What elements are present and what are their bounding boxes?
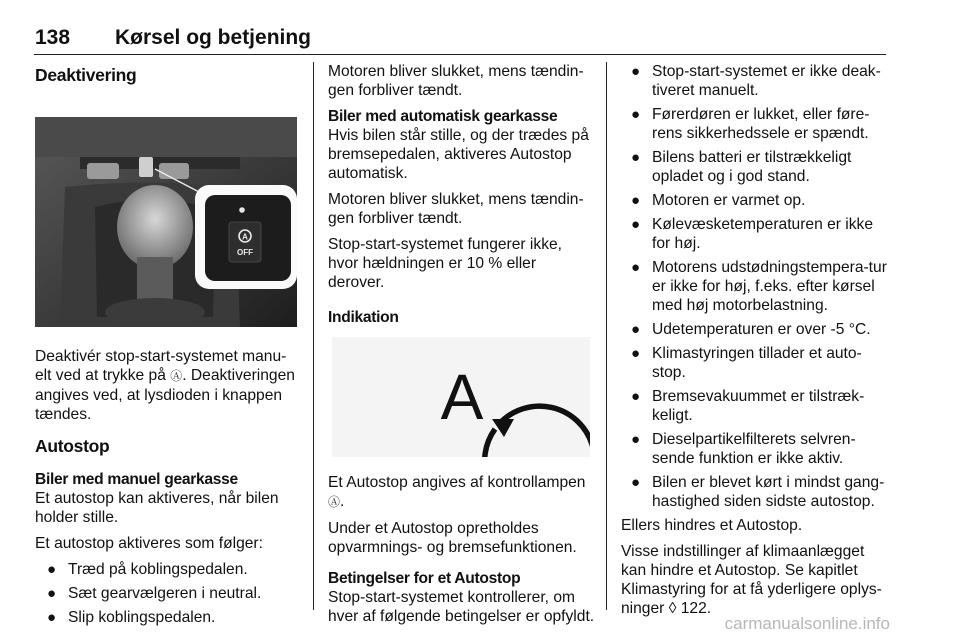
indicator-letter: A bbox=[440, 361, 484, 433]
column-1 bbox=[35, 62, 297, 632]
climate-paragraph: Visse indstillinger af klimaanlægget kan hindre et Autostop. Se kapitlet Klimastyring for at få yderligere oplys-ninger ◊ 122. bbox=[621, 543, 882, 617]
list-item: ● Motoren er varmet op. bbox=[631, 192, 806, 209]
automatic-paragraph-3: Stop-start-systemet fungerer ikke, hvor hældningen er 10 % eller derover. bbox=[328, 236, 562, 291]
page-reference[interactable]: 122. bbox=[676, 600, 712, 617]
list-item: ● Slip koblingspedalen. bbox=[47, 609, 216, 626]
chapter-title: Kørsel og betjening bbox=[115, 26, 312, 49]
off-badge: OFF bbox=[237, 248, 253, 257]
list-item: ● Bilens batteri er tilstrækkeligt opladet og i god stand. bbox=[631, 149, 852, 185]
conditions-paragraph: Stop-start-systemet kontrollerer, om hver af følgende betingelser er opfyldt. bbox=[328, 589, 595, 625]
list-item: ● Sæt gearvælgeren i neutral. bbox=[47, 585, 262, 602]
column-2 bbox=[328, 62, 596, 633]
caption-paragraph: Deaktivér stop-start-systemet manu-elt ved at trykke på Ⓐ. Deaktiveringen angives ved, at lysdioden i knappen tændes. bbox=[35, 348, 295, 423]
indication-paragraph-1: Et Autostop angives af kontrollampen Ⓐ. bbox=[328, 474, 586, 510]
manual-paragraph-1: Et autostop kan aktiveres, når bilen holder stille. bbox=[35, 490, 279, 526]
column-separator bbox=[313, 62, 314, 610]
subheading-automatic: Biler med automatisk gearkasse bbox=[328, 108, 558, 125]
watermark: carmanualsonline.info bbox=[724, 614, 890, 633]
column-separator bbox=[606, 62, 607, 610]
list-item: ● Dieselpartikelfilterets selvren-sende funktion er ikke aktiv. bbox=[631, 431, 856, 467]
header-rule bbox=[34, 54, 886, 55]
auto-stop-off-icon: Ⓐ bbox=[170, 369, 183, 383]
list-item: ● Bremsevakuummet er tilstræk-keligt. bbox=[631, 388, 865, 424]
automatic-paragraph-1: Hvis bilen står stille, og der trædes på bremsepedalen, aktiveres Autostop automatisk. bbox=[328, 127, 589, 182]
list-item: ● Motorens udstødningstempera-tur er ikke for høj, f.eks. efter kørsel med høj motorbelastning. bbox=[631, 259, 887, 314]
subheading-manual: Biler med manuel gearkasse bbox=[35, 471, 238, 488]
section-heading-autostop: Autostop bbox=[35, 436, 110, 456]
list-item: ● Stop-start-systemet er ikke deak-tiveret manuelt. bbox=[631, 63, 881, 99]
manual-steps-list bbox=[35, 560, 297, 627]
svg-text:A: A bbox=[242, 232, 248, 242]
subheading-indication: Indikation bbox=[328, 309, 399, 326]
autostop-indicator-icon bbox=[332, 337, 590, 457]
column-3 bbox=[621, 62, 889, 625]
automatic-paragraph-2: Motoren bliver slukket, mens tændin-gen forbliver tændt. bbox=[328, 191, 584, 227]
list-item: ● Klimastyringen tillader et auto-stop. bbox=[631, 345, 862, 381]
list-item: ● Bilen er blevet kørt i mindst gang-hastighed siden sidste autostop. bbox=[631, 474, 885, 510]
page-number: 138 bbox=[35, 26, 71, 49]
conditions-list bbox=[621, 62, 889, 511]
list-item: ● Træd på koblingspedalen. bbox=[47, 561, 248, 578]
manual-paragraph-2: Et autostop aktiveres som følger: bbox=[35, 535, 263, 552]
page-reference-arrow: ◊ bbox=[668, 600, 677, 617]
list-item: ● Førerdøren er lukket, eller føre-rens sikkerhedssele er spændt. bbox=[631, 106, 870, 142]
console-photo bbox=[35, 117, 297, 327]
list-item: ● Kølevæsketemperaturen er ikke for høj. bbox=[631, 216, 874, 252]
autostop-symbol: Ⓐ bbox=[328, 495, 341, 509]
indication-paragraph-2: Under et Autostop opretholdes opvarmnings- og bremsefunktionen. bbox=[328, 520, 577, 556]
list-item: ● Udetemperaturen er over -5 °C. bbox=[631, 321, 871, 338]
subheading-conditions: Betingelser for et Autostop bbox=[328, 570, 521, 587]
otherwise-paragraph: Ellers hindres et Autostop. bbox=[621, 517, 803, 534]
engine-off-paragraph: Motoren bliver slukket, mens tændin-gen forbliver tændt. bbox=[328, 63, 584, 99]
section-heading-deaktivering: Deaktivering bbox=[35, 65, 137, 85]
